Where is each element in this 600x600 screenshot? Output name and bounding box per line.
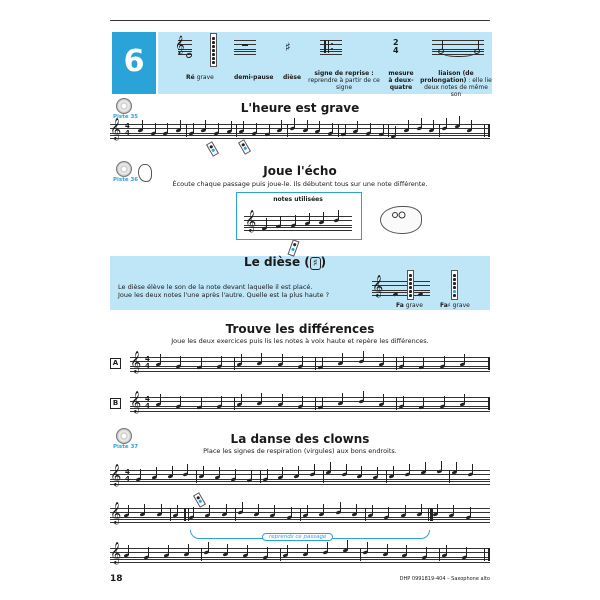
note-stem <box>209 505 210 515</box>
note-stem <box>180 396 181 406</box>
barline <box>196 470 197 483</box>
time-signature-b: 4 4 <box>145 395 150 410</box>
sharp-icon: ♯ <box>285 40 291 54</box>
note-stem <box>177 505 178 515</box>
note-stem <box>383 354 384 364</box>
half-rest-icon <box>242 44 248 46</box>
note-stem <box>437 504 438 514</box>
treble-clef-icon: 𝄞 <box>175 35 185 54</box>
fingering-chart-icon <box>451 270 458 300</box>
legend-reprise: signe de reprise : reprendre à partir de ce signe <box>308 70 380 91</box>
note-stem <box>319 121 320 131</box>
note-stem <box>464 354 465 364</box>
note-stem <box>367 542 368 552</box>
note-stem <box>307 544 308 554</box>
note-stem <box>332 123 333 133</box>
fingering-chart-icon <box>407 270 414 300</box>
cd-icon <box>116 428 132 444</box>
barline <box>315 357 316 370</box>
note-stem <box>280 216 281 226</box>
cd-icon <box>116 98 132 114</box>
fingering-chart-icon <box>193 492 206 508</box>
barline <box>360 548 361 561</box>
barline <box>287 124 288 137</box>
note-stem <box>156 467 157 477</box>
note-stem <box>180 120 181 130</box>
note-stem <box>291 507 292 517</box>
note-stem <box>338 210 339 220</box>
treble-clef-icon: 𝄞 <box>110 542 122 564</box>
note-stem <box>242 502 243 512</box>
barline <box>396 397 397 410</box>
time-signature-a: 4 4 <box>145 355 150 370</box>
note-stem <box>148 547 149 557</box>
repeat-end-thick-bar <box>431 508 433 521</box>
legend-re-grave: Ré grave <box>186 74 214 81</box>
note-stem <box>266 218 267 228</box>
note-stem <box>201 357 202 367</box>
note-stem <box>456 462 457 472</box>
barline <box>439 124 440 137</box>
note-stem <box>208 542 209 552</box>
barline <box>315 397 316 410</box>
cartoon-character-eyes <box>392 212 398 218</box>
note-stem <box>221 356 222 366</box>
note-stem <box>251 470 252 480</box>
tie-arc-icon <box>443 51 474 57</box>
top-rule <box>110 20 490 21</box>
footer-reference: DHP 0991819-404 – Saxophone alto <box>399 576 490 582</box>
note-stem <box>388 507 389 517</box>
note-stem <box>346 464 347 474</box>
note-stem <box>281 120 282 130</box>
note-stem <box>327 542 328 552</box>
note-stem <box>425 462 426 472</box>
note-stem <box>472 464 473 474</box>
note-stem <box>464 394 465 404</box>
note-stem <box>377 467 378 477</box>
note-stem <box>383 124 384 134</box>
note-stem <box>235 469 236 479</box>
clowns-instruction: Place les signes de respiration (virgules) aux bons endroits. <box>203 447 397 455</box>
note-stem <box>294 118 295 128</box>
note-stem <box>330 462 331 472</box>
note-stem <box>363 391 364 401</box>
section-title-heure: L'heure est grave <box>240 101 360 115</box>
note-stem <box>295 215 296 225</box>
note-stem <box>172 466 173 476</box>
note-stem <box>361 466 362 476</box>
legend-liaison: liaison (de prolongation) : elle lie deux notes de même son <box>420 70 492 98</box>
exercise-label-b: B <box>110 398 121 409</box>
treble-clef-icon: 𝄞 <box>130 351 142 373</box>
final-barline-thin <box>484 124 485 137</box>
note-stem <box>406 545 407 555</box>
note-stem <box>180 356 181 366</box>
note-stem <box>433 120 434 130</box>
note-stem <box>470 507 471 517</box>
note-stem <box>342 393 343 403</box>
barline <box>236 124 237 137</box>
barline <box>234 357 235 370</box>
note-stem <box>282 467 283 477</box>
note-stem <box>409 464 410 474</box>
note-stem <box>221 396 222 406</box>
final-barline <box>488 357 490 370</box>
note-stem <box>243 121 244 131</box>
treble-clef-icon: 𝄞 <box>245 210 257 232</box>
note-stem <box>322 397 323 407</box>
treble-clef-icon: 𝄞 <box>110 118 122 140</box>
note-stem <box>302 396 303 406</box>
note-stem <box>298 466 299 476</box>
note-stem <box>387 544 388 554</box>
barline <box>386 470 387 483</box>
barline <box>338 124 339 137</box>
treble-clef-icon: 𝄞 <box>110 464 122 486</box>
repeat-sign-icon <box>324 40 326 53</box>
cartoon-character-icon <box>380 206 422 234</box>
note-stem <box>323 212 324 222</box>
note-stem <box>322 357 323 367</box>
note-stem <box>446 118 447 128</box>
barline <box>280 548 281 561</box>
note-stem <box>155 123 156 133</box>
lesson-number-box: 6 <box>112 32 156 94</box>
piste-36-label: Piste 36 <box>113 177 139 183</box>
note-stem <box>345 124 346 134</box>
note-stem <box>302 356 303 366</box>
note-stem <box>168 545 169 555</box>
section-title-clowns: La danse des clowns <box>230 432 370 446</box>
note-stem <box>241 354 242 364</box>
note-stem <box>218 123 219 133</box>
legend-diese: dièse <box>283 74 302 81</box>
note-stem <box>395 126 396 136</box>
section-title-echo: Joue l'écho <box>263 164 337 178</box>
legend-mesure: mesure à deux-quatre <box>388 70 414 91</box>
legend-staff-rest <box>234 40 256 55</box>
note-stem <box>363 351 364 361</box>
treble-clef-icon: 𝄞 <box>372 275 384 297</box>
note-stem <box>219 467 220 477</box>
diese-text: Le dièse élève le son de la note devant laquelle il est placé. Joue les deux notes l'une après l'autre. Quelle est la plus haute ? <box>118 283 330 299</box>
note-stem <box>261 353 262 363</box>
section-title-differences: Trouve les différences <box>225 322 375 336</box>
note-stem <box>444 356 445 366</box>
note-stem <box>421 118 422 128</box>
staff-exercise-b <box>130 397 490 412</box>
note-stem <box>144 504 145 514</box>
note-stem <box>201 397 202 407</box>
note-stem <box>356 504 357 514</box>
cd-icon <box>116 161 132 177</box>
label-fa-grave: Fa grave <box>396 302 423 309</box>
note-stem <box>459 116 460 126</box>
repeat-passage-label: reprends ce passage <box>262 533 333 541</box>
label-fa-diese-grave: Fa♯ grave <box>440 302 470 309</box>
fingering-chart-icon <box>206 141 219 157</box>
repeat-sign-thin-bar <box>188 508 189 521</box>
differences-instruction: Joue les deux exercices puis lis les notes à voix haute et repère les différences. <box>171 337 429 345</box>
repeat-dots-icon <box>331 43 333 45</box>
note-stem <box>167 123 168 133</box>
barline <box>365 508 366 521</box>
note-stem <box>256 123 257 133</box>
note-stem <box>307 120 308 130</box>
ledger-line <box>390 295 400 296</box>
note-stem <box>193 507 194 517</box>
piste-35-label: Piste 35 <box>113 114 139 120</box>
fingering-chart-icon <box>210 33 217 67</box>
sharp-icon: ♯ <box>310 257 321 270</box>
note-stem <box>405 505 406 515</box>
barline <box>388 124 389 137</box>
note-stem <box>471 120 472 130</box>
note-stem <box>372 505 373 515</box>
note-stem <box>383 394 384 404</box>
note-stem <box>347 540 348 550</box>
ledger-line <box>415 295 425 296</box>
note-stem <box>340 502 341 512</box>
note-stem <box>370 123 371 133</box>
repeat-sign-thin-bar <box>328 40 329 53</box>
note-stem <box>282 354 283 364</box>
note-stem <box>282 394 283 404</box>
note-stem <box>403 396 404 406</box>
note-stem <box>187 464 188 474</box>
note-stem <box>274 505 275 515</box>
barline <box>396 357 397 370</box>
note-stem <box>323 504 324 514</box>
note-stem <box>314 464 315 474</box>
final-barline <box>488 124 490 137</box>
note-stem <box>160 354 161 364</box>
note-stem <box>247 545 248 555</box>
note-stem <box>188 544 189 554</box>
echo-instruction: Écoute chaque passage puis joue-le. Ils débutent tous sur une note différente. <box>172 180 428 188</box>
note-stem <box>453 505 454 515</box>
barline <box>449 470 450 483</box>
note-stem <box>466 547 467 557</box>
barline <box>323 470 324 483</box>
note-stem <box>161 504 162 514</box>
note-stem <box>193 123 194 133</box>
time-signature-heure: 4 4 <box>125 122 130 137</box>
note-stem <box>128 505 129 515</box>
final-barline <box>488 397 490 410</box>
note-stem <box>342 353 343 363</box>
note-stem <box>258 504 259 514</box>
note-stem <box>287 545 288 555</box>
note-stem <box>267 469 268 479</box>
time-signature-bottom: 4 <box>393 46 399 55</box>
staff-clowns-1 <box>110 470 490 485</box>
note-stem <box>426 547 427 557</box>
barline <box>235 508 236 521</box>
barline <box>300 508 301 521</box>
note-stem <box>309 213 310 223</box>
note-stem <box>421 504 422 514</box>
note-stem <box>160 394 161 404</box>
page-number: 18 <box>110 574 123 584</box>
note-stem <box>205 120 206 130</box>
legend-tie-stem-2 <box>478 40 479 50</box>
notes-used-label: notes utilisées <box>273 196 323 203</box>
repeat-sign-icon <box>184 508 186 521</box>
barline <box>234 397 235 410</box>
barline <box>186 124 187 137</box>
note-stem <box>393 466 394 476</box>
note-stem <box>241 394 242 404</box>
barline <box>260 470 261 483</box>
section-title-diese: Le dièse ( ♯ ) <box>244 255 327 269</box>
note-stem <box>423 357 424 367</box>
note-stem <box>227 544 228 554</box>
final-barline <box>488 548 490 561</box>
note-stem <box>307 505 308 515</box>
note-stem <box>231 121 232 131</box>
legend-demi-pause: demi-pause <box>234 74 274 81</box>
note-stem <box>226 504 227 514</box>
piste-37-label: Piste 37 <box>113 444 139 450</box>
note-stem <box>357 121 358 131</box>
exercise-label-a: A <box>110 358 121 369</box>
time-signature-clowns: 4 4 <box>125 468 130 483</box>
note-stem <box>408 120 409 130</box>
note-stem <box>140 469 141 479</box>
note-stem <box>423 397 424 407</box>
barline <box>439 548 440 561</box>
note-stem <box>441 461 442 471</box>
repeat-end-thin-bar <box>428 508 429 521</box>
treble-clef-icon: 𝄞 <box>130 391 142 413</box>
staff-exercise-a <box>130 357 490 372</box>
note-stem <box>403 356 404 366</box>
note-stem <box>446 545 447 555</box>
fingering-chart-icon <box>238 139 251 155</box>
barline <box>170 508 171 521</box>
note-stem <box>444 396 445 406</box>
treble-clef-icon: 𝄞 <box>110 502 122 524</box>
barline <box>201 548 202 561</box>
final-barline-thin <box>484 548 485 561</box>
note-stem <box>269 124 270 134</box>
note-stem <box>267 547 268 557</box>
note-stem <box>203 466 204 476</box>
legend-tie-stem-1 <box>442 40 443 50</box>
note-stem <box>142 120 143 130</box>
note-stem <box>128 545 129 555</box>
time-signature-top: 2 <box>393 38 399 47</box>
note-stem <box>261 393 262 403</box>
